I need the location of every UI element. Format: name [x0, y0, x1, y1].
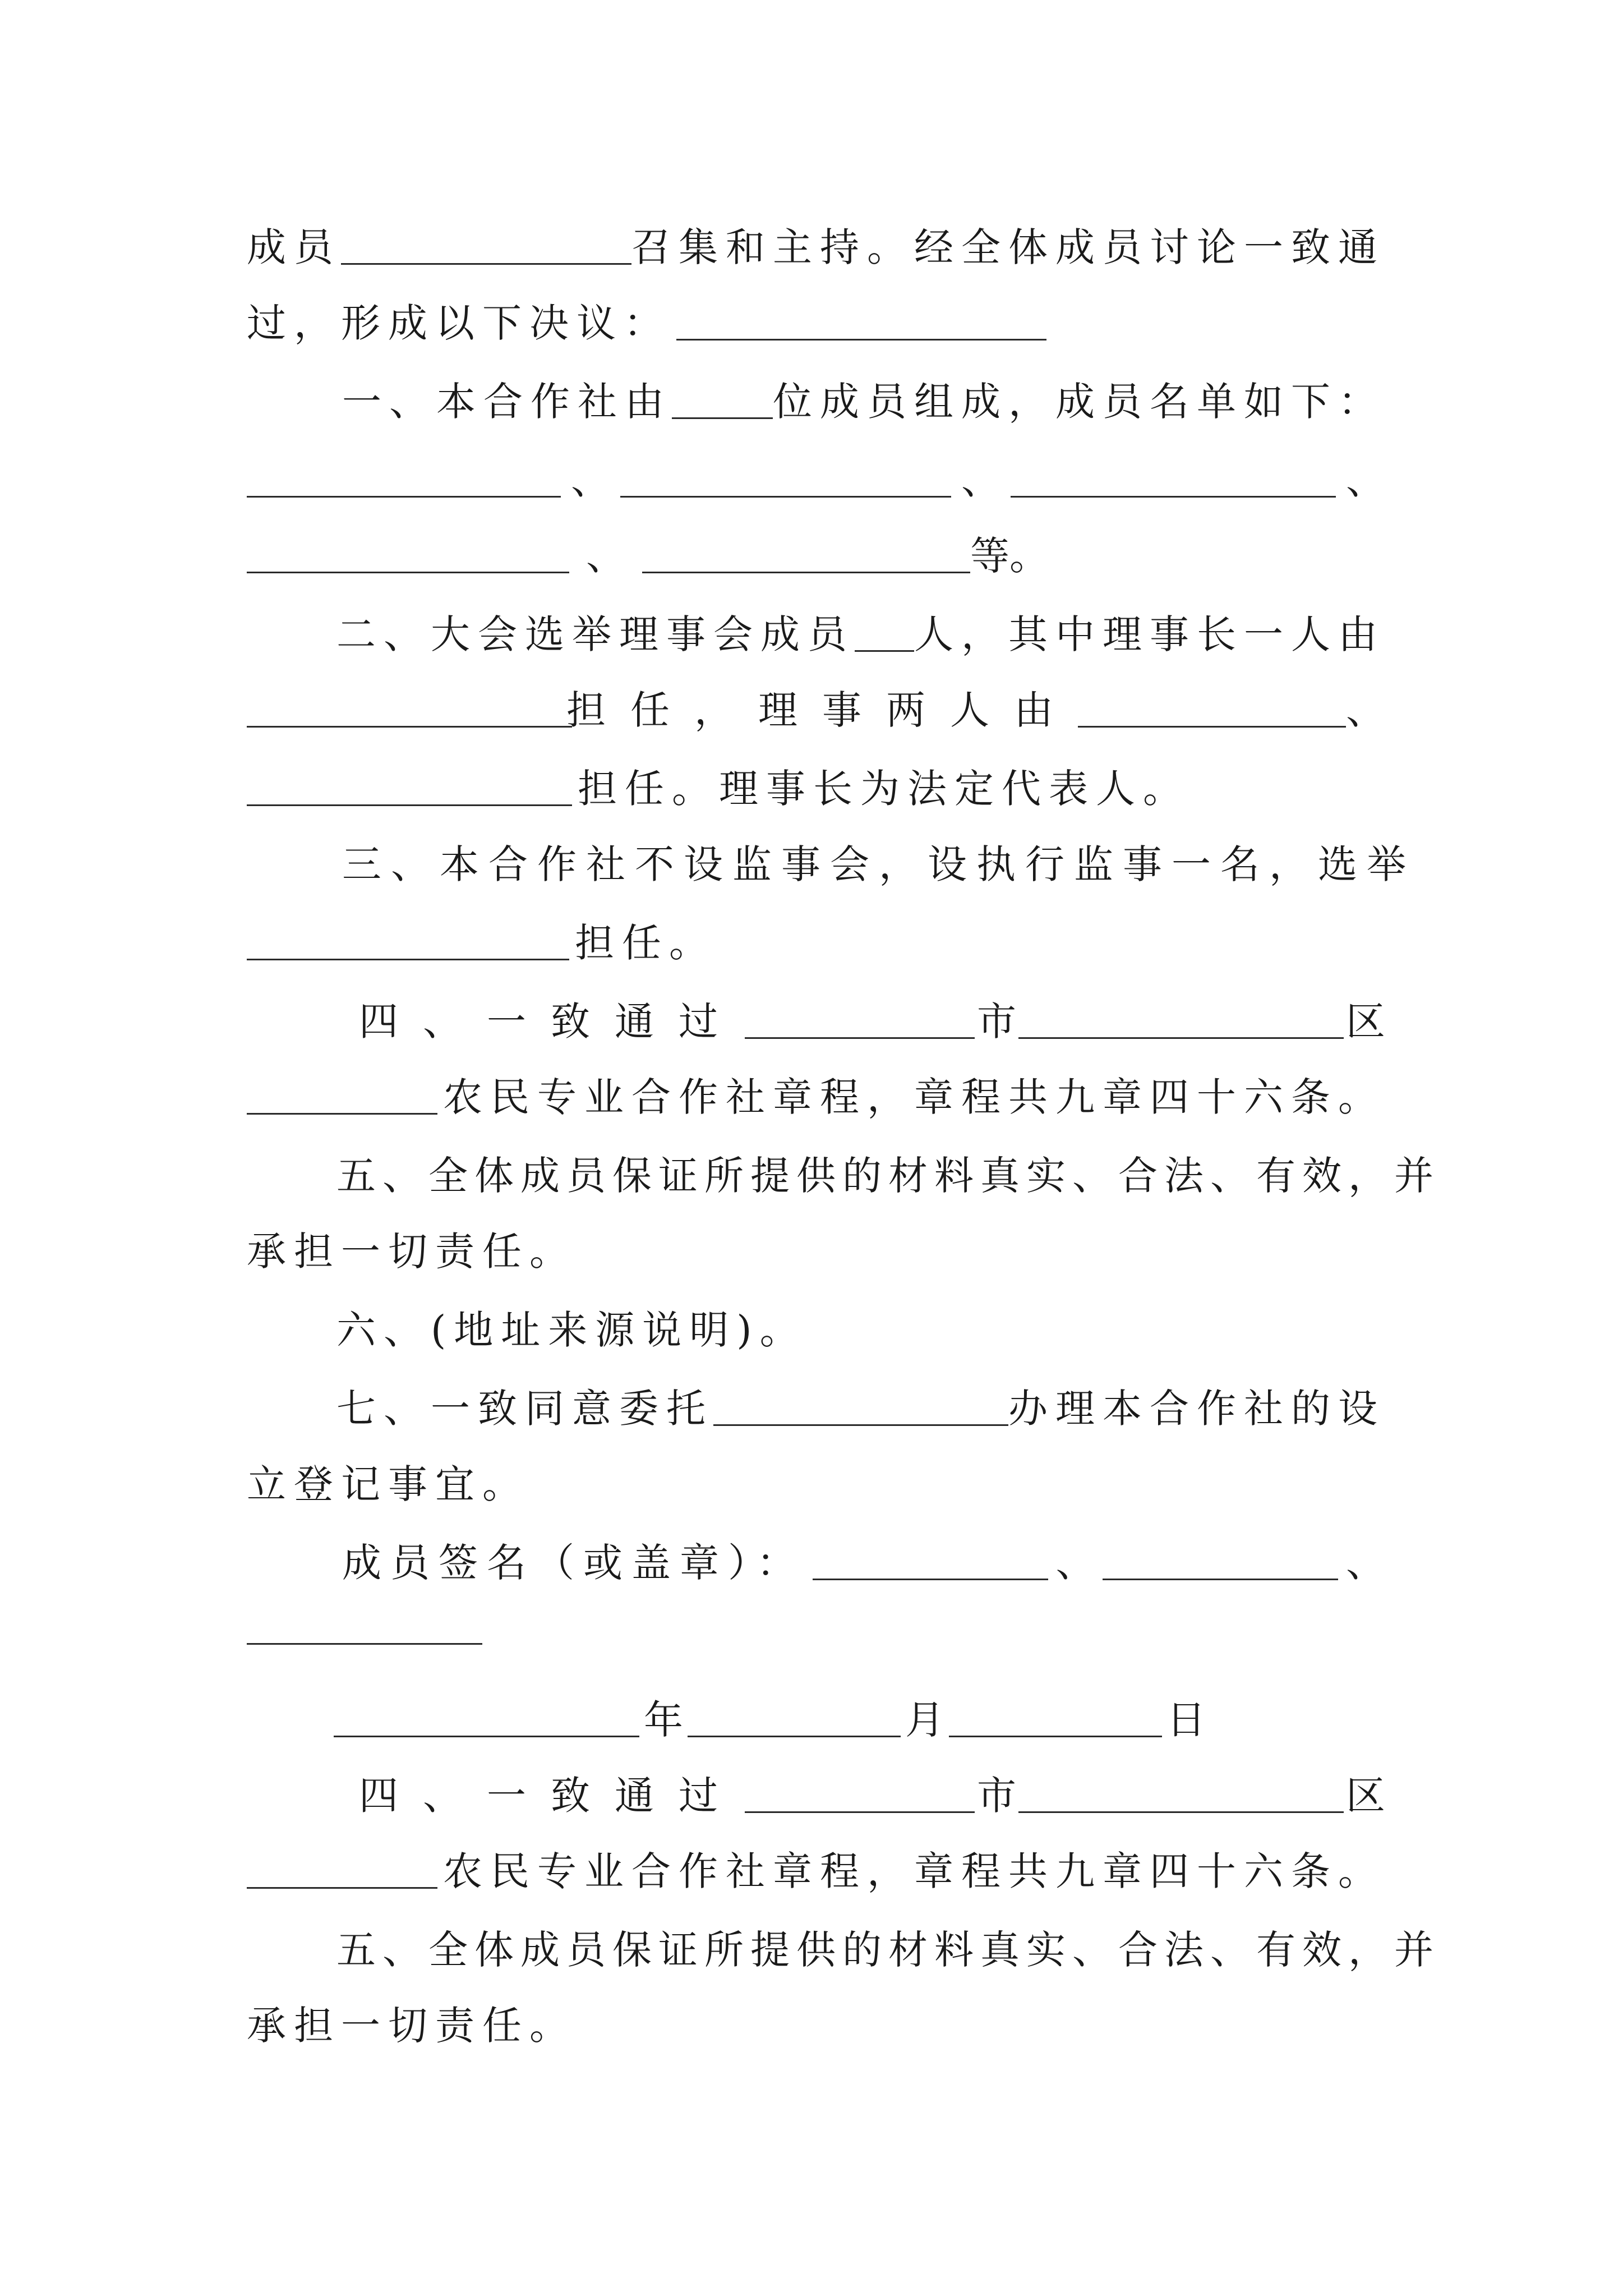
- intro-line-2: [247, 283, 1385, 351]
- city-blank: [745, 1811, 975, 1813]
- convened-text: 召集和主持。经全体成员讨论一致通: [631, 224, 1385, 270]
- item6-line: [336, 1290, 1385, 1358]
- cooperative-name-blank: [247, 1887, 437, 1889]
- separator: 、: [961, 457, 1000, 503]
- item4-repeat-line-2: [247, 1832, 1385, 1899]
- separator: 、: [586, 533, 625, 579]
- item6-text: 六、(地址来源说明)。: [336, 1307, 807, 1353]
- chairman-blank: [247, 725, 572, 728]
- item7-line-2-text: 立登记事宜。: [247, 1461, 529, 1507]
- item2-line-3: [247, 749, 1385, 816]
- district-label: 区: [1346, 1773, 1385, 1819]
- member-name-blank: [642, 571, 970, 573]
- item4-charter: 农民专业合作社章程，章程共九章四十六条。: [443, 1074, 1385, 1120]
- item2-prefix: 二、大会选举理事会成员: [336, 611, 855, 657]
- item4-prefix: 四、一致通过: [359, 1773, 743, 1819]
- item7-line-1: [336, 1369, 1385, 1436]
- item3-line-1: [342, 825, 1415, 892]
- city-blank: [745, 1037, 975, 1039]
- item5-repeat-line-1: [336, 1910, 1440, 1977]
- item1-line: [342, 362, 1385, 429]
- separator: 、: [1346, 1540, 1385, 1586]
- agent-blank: [713, 1424, 1008, 1426]
- item4-line-1: [359, 982, 1385, 1049]
- year-label: 年: [644, 1697, 683, 1743]
- member-name-blank: [247, 495, 561, 498]
- year-blank: [334, 1735, 639, 1737]
- resolution-blank: [676, 338, 1046, 341]
- item7-suffix: 办理本合作社的设: [1008, 1386, 1385, 1432]
- item4-line-2: [247, 1057, 1385, 1125]
- signature-blank: [813, 1578, 1048, 1580]
- item5-line-2-text: 承担一切责任。: [247, 2003, 577, 2049]
- member-count-blank: [672, 417, 773, 419]
- item7-prefix: 七、一致同意委托: [336, 1386, 713, 1432]
- item2-serve-end: 担任。理事长为法定代表人。: [578, 766, 1190, 812]
- item4-charter: 农民专业合作社章程，章程共九章四十六条。: [443, 1848, 1385, 1894]
- intro-line-1: [247, 208, 1385, 275]
- item5-line-1-text: 五、全体成员保证所提供的材料真实、合法、有效，并: [336, 1153, 1440, 1199]
- separator: 、: [1346, 457, 1385, 503]
- cooperative-name-blank: [247, 1112, 437, 1115]
- item1-suffix: 位成员组成，成员名单如下：: [773, 379, 1385, 425]
- city-label: 市: [977, 1773, 1016, 1819]
- passed-text: 过，形成以下决议：: [247, 300, 671, 346]
- date-line: [334, 1680, 1231, 1747]
- signature-blank: [1103, 1578, 1338, 1580]
- council-count-blank: [855, 650, 914, 652]
- director-blank: [247, 804, 572, 806]
- item5-line-1: [336, 1136, 1440, 1203]
- month-label: 月: [905, 1697, 944, 1743]
- chairman-blank-row: [247, 670, 1385, 738]
- item2-line-1: [336, 595, 1385, 662]
- district-blank: [1018, 1811, 1344, 1813]
- separator: 、: [1055, 1540, 1095, 1586]
- member-name-blank: [620, 495, 951, 498]
- member-names-row-2: [247, 516, 1385, 583]
- member-name-blank: [247, 571, 569, 573]
- convener-blank: [341, 263, 631, 265]
- members-prefix: 成员: [247, 224, 341, 270]
- signature-blank: [247, 1642, 482, 1645]
- separator: 、: [1346, 687, 1385, 733]
- item4-repeat-line-1: [359, 1756, 1385, 1823]
- item5-line-1-text: 五、全体成员保证所提供的材料真实、合法、有效，并: [336, 1927, 1440, 1973]
- district-label: 区: [1346, 999, 1385, 1045]
- item4-prefix: 四、一致通过: [359, 999, 743, 1045]
- item3-line-2: [247, 903, 1385, 970]
- item7-line-2: [247, 1444, 1385, 1512]
- district-blank: [1018, 1037, 1344, 1039]
- item3-serve: 担任。: [575, 920, 716, 966]
- item1-prefix: 一、本合作社由: [342, 379, 672, 425]
- day-label: 日: [1166, 1697, 1206, 1743]
- item2-suffix: 人，其中理事长一人由: [914, 611, 1385, 657]
- member-names-row-1: [247, 440, 1385, 508]
- separator: 、: [571, 457, 610, 503]
- item5-line-2-text: 承担一切责任。: [247, 1228, 577, 1274]
- etc-text: 等。: [970, 533, 1049, 579]
- day-blank: [949, 1735, 1162, 1737]
- supervisor-blank: [247, 958, 569, 960]
- member-name-blank: [1011, 495, 1336, 498]
- month-blank: [688, 1735, 901, 1737]
- item5-repeat-line-2: [247, 1986, 1385, 2053]
- item2-serve-mid: 担任，理事两人由: [566, 687, 1078, 733]
- city-label: 市: [977, 999, 1016, 1045]
- signature-label: 成员签名（或盖章）：: [342, 1540, 805, 1586]
- signature-line-2: [247, 1588, 1385, 1655]
- signature-line: [342, 1523, 1385, 1590]
- item5-line-2: [247, 1212, 1385, 1279]
- item3-text: 三、本合作社不设监事会，设执行监事一名，选举: [342, 841, 1415, 887]
